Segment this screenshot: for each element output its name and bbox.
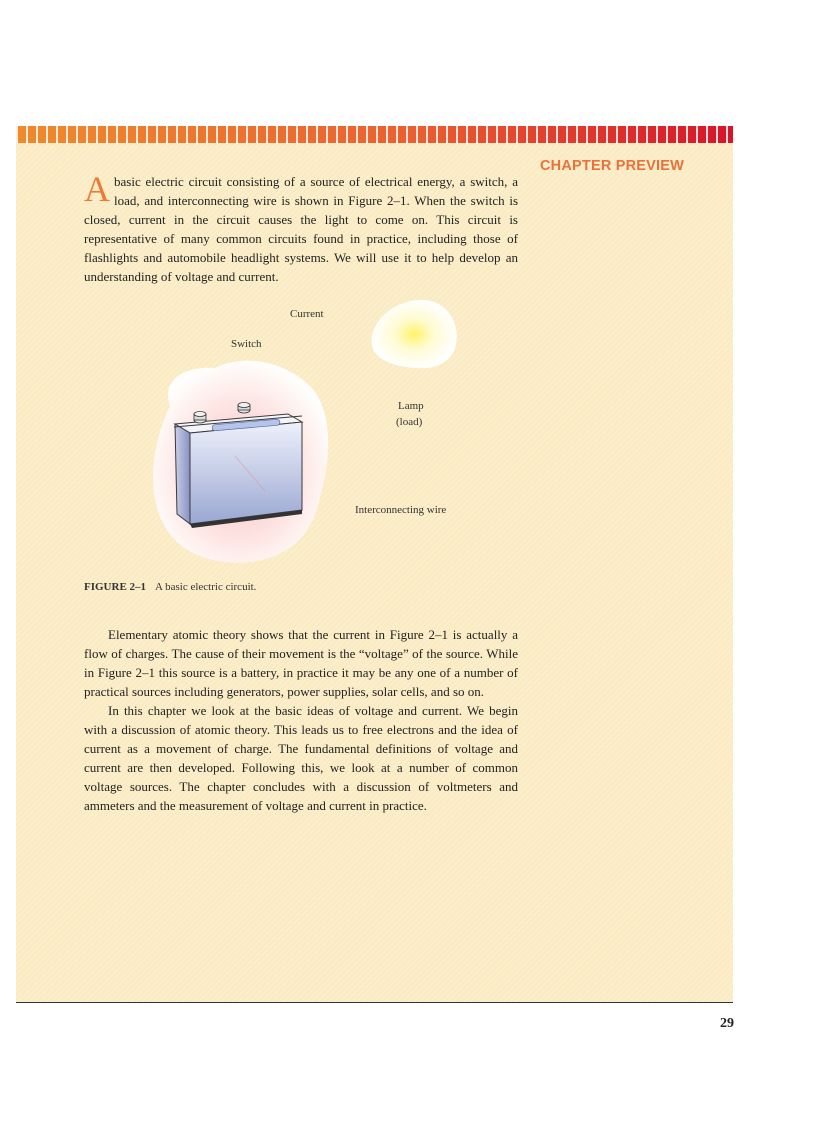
body-text xyxy=(84,625,518,815)
circuit-figure xyxy=(140,296,480,566)
figure-caption-text: A basic electric circuit. xyxy=(155,581,257,593)
header-stripe-bar xyxy=(16,126,733,143)
label-current: Current xyxy=(290,308,324,320)
circuit-illustration xyxy=(140,296,480,566)
lamp-glow xyxy=(372,300,457,368)
body-paragraph-1: Elementary atomic theory shows that the current in Figure 2–1 is actually a flow of charges. The cause of their movement is the “voltage” of the source. While in Figure 2–1 this source is a battery, in practice it may be any one of a number of practical sources including generators, power supplies, solar cells, and so on. xyxy=(84,627,518,700)
footer-rule xyxy=(16,1002,733,1003)
body-paragraph-2: In this chapter we look at the basic ideas of voltage and current. We begin with a discussion of atomic theory. This leads us to free electrons and the idea of current as a movement of charge. The fundamental definitions of voltage and current are then developed. Following this, we look at a number of common voltage sources. The chapter concludes with a discussion of voltmeters and ammeters and the measurement of voltage and current in practice. xyxy=(84,703,518,814)
figure-caption-number: FIGURE 2–1 xyxy=(84,581,147,593)
chapter-preview-heading: CHAPTER PREVIEW xyxy=(540,158,684,174)
label-lamp: Lamp xyxy=(398,400,424,412)
figure-caption xyxy=(84,581,256,593)
label-switch: Switch xyxy=(231,338,262,350)
label-load: (load) xyxy=(396,416,423,428)
intro-text: basic electric circuit consisting of a source of electrical energy, a switch, a load, and interconnecting wire is shown in Figure 2–1. When the switch is closed, current in the circuit causes the light to come on. This circuit is representative of many common circuits found in practice, including those of flashlights and automobile headlight systems. We will use it to help develop an understanding of voltage and current. xyxy=(84,174,518,285)
intro-paragraph xyxy=(84,169,518,287)
drop-cap: A xyxy=(84,169,110,209)
page-number: 29 xyxy=(720,1016,734,1031)
label-interconnecting-wire: Interconnecting wire xyxy=(355,504,447,516)
